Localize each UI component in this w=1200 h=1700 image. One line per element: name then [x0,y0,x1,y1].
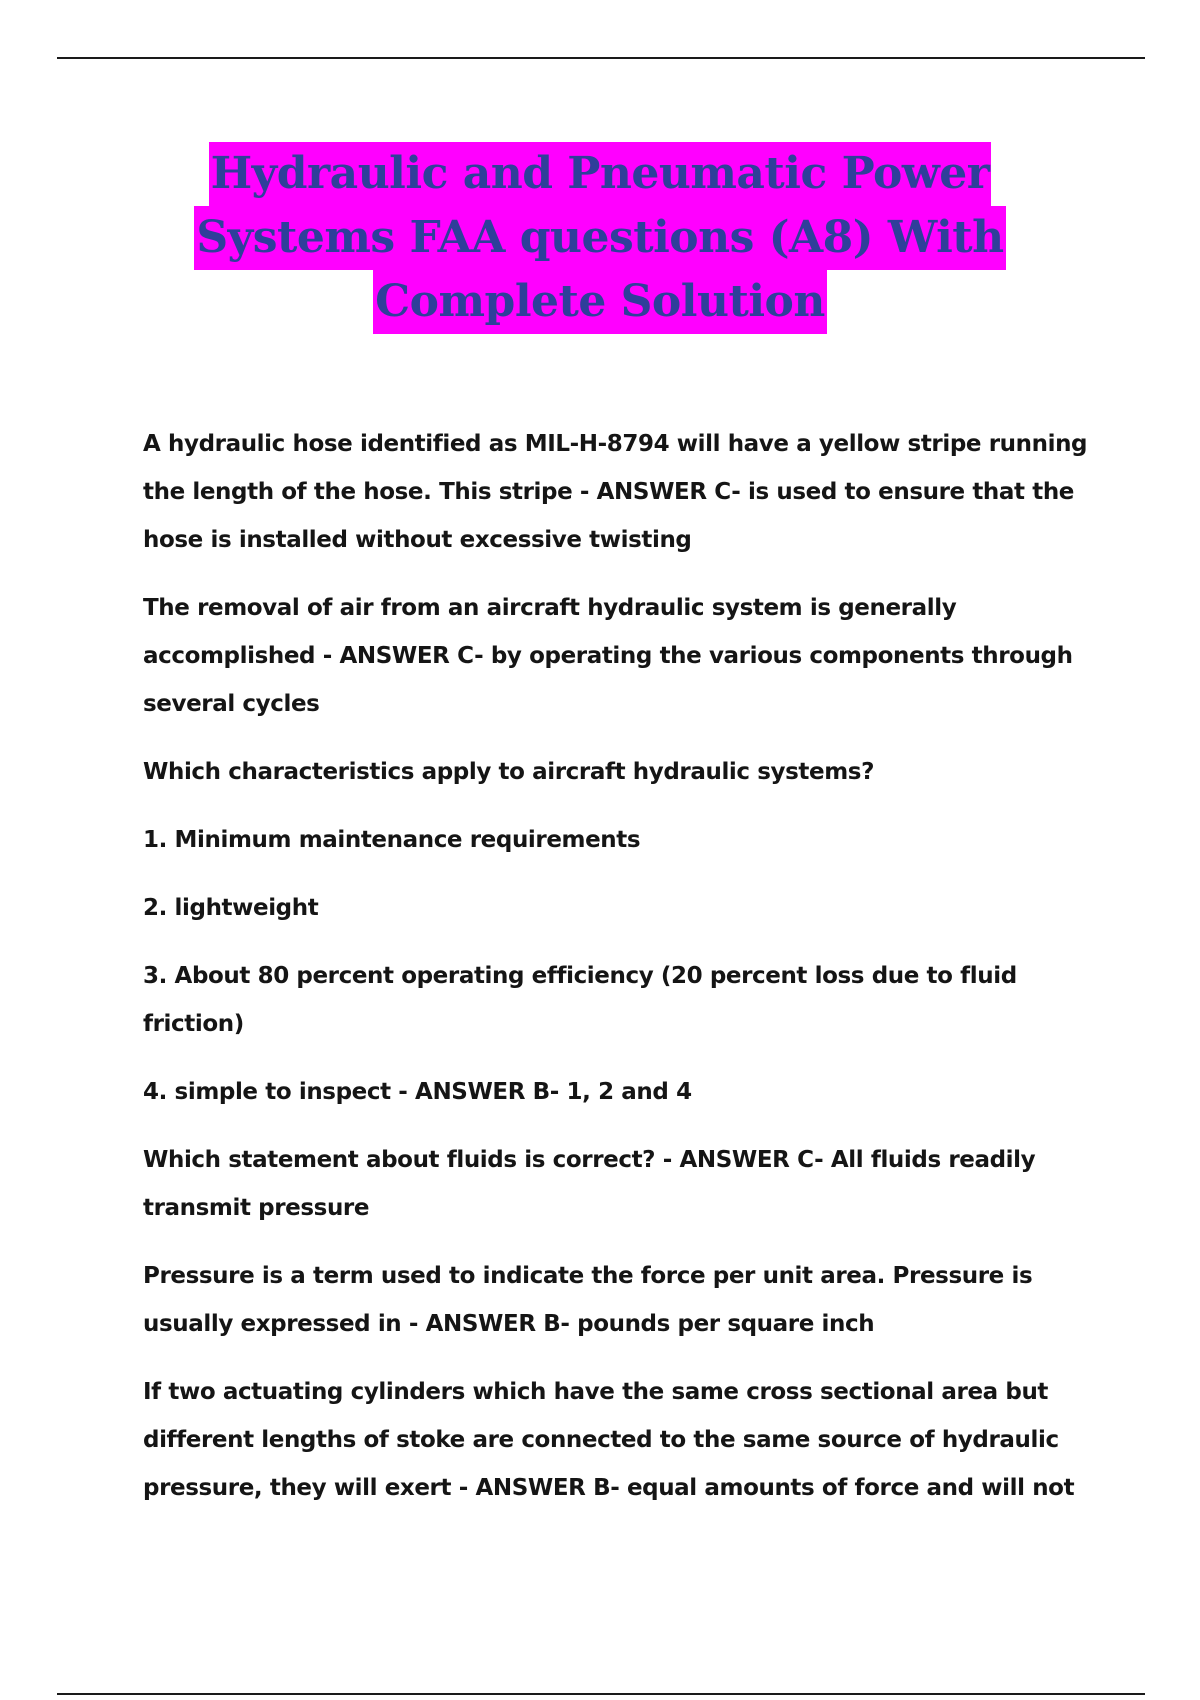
question-paragraph-1: A hydraulic hose identified as MIL-H-8794 will have a yellow stripe running the length of the hose. This stripe - ANSWER C- is used to ensure that the hose is installed without excessive twisting [143,431,1088,553]
list-item-4: 4. simple to inspect - ANSWER B- 1, 2 and 4 [143,1079,692,1105]
title-line-1: Hydraulic and Pneumatic Power [209,142,992,206]
footer-rule [57,1693,1145,1695]
document-title [0,142,1200,334]
document-body [143,420,1103,1532]
list-item-1: 1. Minimum maintenance requirements [143,827,641,853]
question-paragraph-3: Which characteristics apply to aircraft hydraulic systems? [143,759,875,785]
question-paragraph-5: Pressure is a term used to indicate the force per unit area. Pressure is usually expressed in - ANSWER B- pounds per square inch [143,1263,1033,1337]
title-line-2: Systems FAA questions (A8) With [194,206,1005,270]
header-rule [57,57,1145,59]
question-paragraph-4: Which statement about fluids is correct? - ANSWER C- All fluids readily transmit pressure [143,1147,1036,1221]
title-line-3: Complete Solution [373,270,827,334]
question-paragraph-6: If two actuating cylinders which have the same cross sectional area but different lengths of stoke are connected to the same source of hydraulic pressure, they will exert - ANSWER B- equal amounts of force and will not [143,1379,1075,1501]
question-paragraph-2: The removal of air from an aircraft hydraulic system is generally accomplished - ANSWER C- by operating the various components through several cycles [143,595,1073,717]
list-item-3: 3. About 80 percent operating efficiency (20 percent loss due to fluid friction) [143,963,1017,1037]
list-item-2: 2. lightweight [143,895,319,921]
